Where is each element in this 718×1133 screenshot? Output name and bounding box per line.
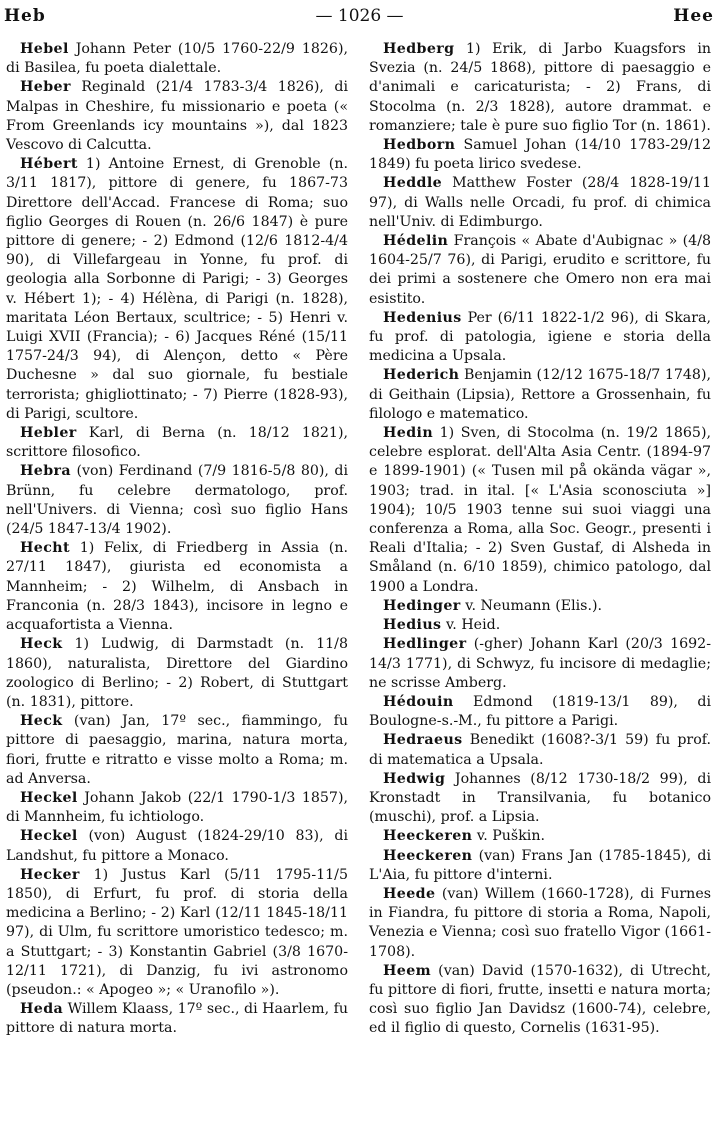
entry (6, 789, 348, 827)
entry-text: (van) Willem (1660-1728), di Furnes in Fiandra, fu pittore di storia a Roma, Napoli, Venezia e Vienna; così suo fratello Vigor (1661-1708). (369, 885, 711, 960)
entry-headword: Heda (20, 1001, 64, 1018)
entry (6, 155, 348, 424)
entry (6, 1000, 348, 1038)
entry (369, 40, 711, 136)
entry (6, 827, 348, 865)
entry-text: Benedikt (1608?-3/1 59) fu prof. di matematica a Upsala. (369, 732, 711, 768)
header-right-guide-word: Hee (673, 6, 714, 26)
entry-headword: Heddle (383, 175, 443, 192)
entry-headword: Hebra (20, 463, 72, 480)
entry-headword: Hedwig (383, 770, 446, 787)
entry-headword: Hedraeus (383, 732, 463, 749)
entry-headword: Heckel (20, 789, 78, 806)
entry-headword: Hedinger (383, 597, 461, 614)
entry (6, 539, 348, 635)
entry-headword: Hecht (20, 540, 70, 557)
entry-headword: Heeckeren (383, 828, 473, 845)
entry-text: 1) Sven, di Stocolma (n. 19/2 1865), celebre esplorat. dell'Alta Asia Centr. (1894-97 e 1899-1901) (« Tusen mil på okända vägar », 1903; trad. in ital. [« L'Asia sconosciuta »] 1904); 10/5 1903 tenne sui suoi viaggi una conferenza a Roma, alla Soc. Geogr., presenti i Reali d'Italia; - 2) Sven Gustaf, di Alsheda in Småland (n. 6/10 1859), chimico patologo, dal 1900 a Londra. (369, 425, 711, 595)
header-left-guide-word: Heb (4, 6, 46, 26)
entry (369, 693, 711, 731)
entry-headword: Heckel (20, 828, 78, 845)
left-column (6, 40, 348, 1039)
entry-text: Matthew Foster (28/4 1828-19/11 97), di Walls nelle Orcadi, fu prof. di chimica nell'Univ. di Edimburgo. (369, 175, 711, 230)
entry-headword: Hedius (383, 617, 442, 634)
entry (369, 424, 711, 597)
entry (369, 366, 711, 424)
entry (6, 40, 348, 78)
entry-text: (van) Frans Jan (1785-1845), di L'Aia, fu pittore d'interni. (369, 847, 711, 883)
entry (369, 731, 711, 769)
entry-text: Edmond (1819-13/1 89), di Boulogne-s.-M., fu pittore a Parigi. (369, 693, 711, 730)
entry-headword: Heeckeren (383, 847, 473, 864)
entry (369, 232, 711, 309)
entry-text: Johann Jakob (22/1 1790-1/3 1857), di Mannheim, fu ichtiologo. (6, 789, 348, 826)
entry-text: Willem Klaass, 17º sec., di Haarlem, fu pittore di natura morta. (6, 1001, 348, 1037)
entry (369, 827, 711, 846)
entry-text: (van) Jan, 17º sec., fiammingo, fu pittore di paesaggio, marina, natura morta, fiori, frutte e ritratto e visse molto a Roma; m. ad Anversa. (6, 713, 348, 787)
page-number: — 1026 — (315, 6, 404, 26)
entry-text: (van) David (1570-1632), di Utrecht, fu pittore di fiori, frutte, insetti e natura morta; così suo figlio Jan Davidsz (1600-74), celebre, ed il figlio di questo, Cornelis (1631-95). (369, 962, 711, 1037)
entry-headword: Hedlinger (383, 636, 467, 653)
entry (6, 712, 348, 789)
entry-headword: Heck (20, 636, 63, 653)
entry (369, 635, 711, 693)
entry (369, 136, 711, 174)
entry-headword: Hecker (20, 866, 80, 883)
entry-text: Karl, di Berna (n. 18/12 1821), scrittore filosofico. (6, 425, 348, 461)
entry (369, 597, 711, 616)
entry-text: François « Abate d'Aubignac » (4/8 1604-25/7 76), di Parigi, erudito e scrittore, fu dei primi a sostenere che Omero non era mai esistito. (369, 233, 711, 307)
page-header (4, 4, 714, 28)
entry-text: (-gher) Johann Karl (20/3 1692-14/3 1771), di Schwyz, fu incisore di medaglie; ne scrisse Amberg. (369, 636, 711, 691)
entry-headword: Heber (20, 79, 71, 96)
entry-text: 1) Erik, di Jarbo Kuagsfors in Svezia (n. 24/5 1868), pittore di paesaggio e d'animali e caricaturista; - 2) Frans, di Stocolma (n. 2/3 1828), autore drammat. e romanziere; tale è pure suo figlio Tor (n. 1861). (369, 41, 711, 134)
entry (6, 462, 348, 539)
entry-headword: Hédouin (383, 693, 454, 710)
entry-headword: Hedborn (383, 137, 456, 154)
entry (369, 770, 711, 828)
entry (369, 616, 711, 635)
entry-headword: Heede (383, 885, 436, 902)
entry (369, 174, 711, 232)
entry (369, 309, 711, 367)
entry-text: 1) Antoine Ernest, di Grenoble (n. 3/11 1817), pittore di genere, fu 1867-73 Direttore dell'Accad. Francese di Roma; suo figlio Georges di Rouen (n. 26/6 1847) è pure pittore di genere; - 2) Edmond (12/6 1812-4/4 90), di Villefargeau in Yonne, fu prof. di geologia alla Sorbonne di Parigi; - 3) Georges v. Hébert 1); - 4) Hélèna, di Parigi (n. 1828), maritata Léon Bertaux, scultrice; - 5) Henri v. Luigi XVII (Francia); - 6) Jacques Réné (15/11 1757-24/3 94), di Alençon, detto « Père Duchesne » dal suo giornale, fu bestiale terrorista; ghigliottinato; - 7) Pierre (1828-93), di Parigi, scultore. (6, 156, 348, 422)
entry-headword: Heck (20, 713, 63, 730)
entry-headword: Hebler (20, 425, 77, 442)
entry-text: 1) Ludwig, di Darmstadt (n. 11/8 1860), naturalista, Direttore del Giardino zoologico di Berlino; - 2) Robert, di Stuttgart (n. 1831), pittore. (6, 636, 348, 710)
entry (369, 847, 711, 885)
entry-text: (von) Ferdinand (7/9 1816-5/8 80), di Brünn, fu celebre dermatologo, prof. nell'Univers. di Vienna; così suo figlio Hans (24/5 1847-13/4 1902). (6, 463, 348, 538)
entry-text: Reginald (21/4 1783-3/4 1826), di Malpas in Cheshire, fu missionario e poeta (« From Greenlands icy mountains »), dal 1823 Vescovo di Calcutta. (6, 79, 348, 154)
entry-headword: Hedenius (383, 309, 462, 326)
entry (369, 962, 711, 1039)
entry-text: Per (6/11 1822-1/2 96), di Skara, fu prof. di patologia, igiene e storia della medicina a Upsala. (369, 309, 711, 365)
entry-text: v. Heid. (441, 617, 501, 634)
entry-headword: Hébert (20, 156, 78, 173)
entry-text: Benjamin (12/12 1675-18/7 1748), di Geithain (Lipsia), Rettore a Grossenhain, fu filologo e matematico. (369, 367, 711, 422)
right-column (369, 40, 711, 1039)
entry-text: 1) Justus Karl (5/11 1795-11/5 1850), di Erfurt, fu prof. di storia della medicina a Berlino; - 2) Karl (12/11 1845-18/11 97), di Ulm, fu scrittore umoristico tedesco; m. a Stuttgart; - 3) Konstantin Gabriel (3/8 1670-12/11 1721), di Danzig, fu ivi astronomo (pseudon.: « Apogeo »; « Uranofilo »). (6, 866, 348, 998)
entry-headword: Heem (383, 962, 432, 979)
entry-text: v. Puškin. (472, 828, 545, 845)
entry-text: 1) Felix, di Friedberg in Assia (n. 27/11 1847), giurista ed economista a Mannheim; - 2) Wilhelm, di Ansbach in Franconia (n. 28/3 1843), incisore in legno e acquafortista a Vienna. (6, 540, 348, 634)
entry (6, 78, 348, 155)
entry (6, 635, 348, 712)
entry-headword: Hebel (20, 41, 69, 57)
entry-text: v. Neumann (Elis.). (460, 597, 602, 614)
entry (6, 866, 348, 1000)
entry-headword: Hedberg (383, 41, 455, 57)
entry-headword: Hédelin (383, 233, 449, 250)
entry-text: Johann Peter (10/5 1760-22/9 1826), di Basilea, fu poeta dialettale. (6, 41, 348, 77)
entry (6, 424, 348, 462)
entry-text: Samuel Johan (14/10 1783-29/12 1849) fu poeta lirico svedese. (369, 137, 711, 173)
entry-headword: Hederich (383, 367, 460, 384)
entry-headword: Hedin (383, 425, 434, 442)
entry-text: Johannes (8/12 1730-18/2 99), di Kronstadt in Transilvania, fu botanico (muschi), prof. a Lipsia. (369, 770, 711, 826)
entry-text: (von) August (1824-29/10 83), di Landshut, fu pittore a Monaco. (6, 828, 348, 864)
entry (369, 885, 711, 962)
